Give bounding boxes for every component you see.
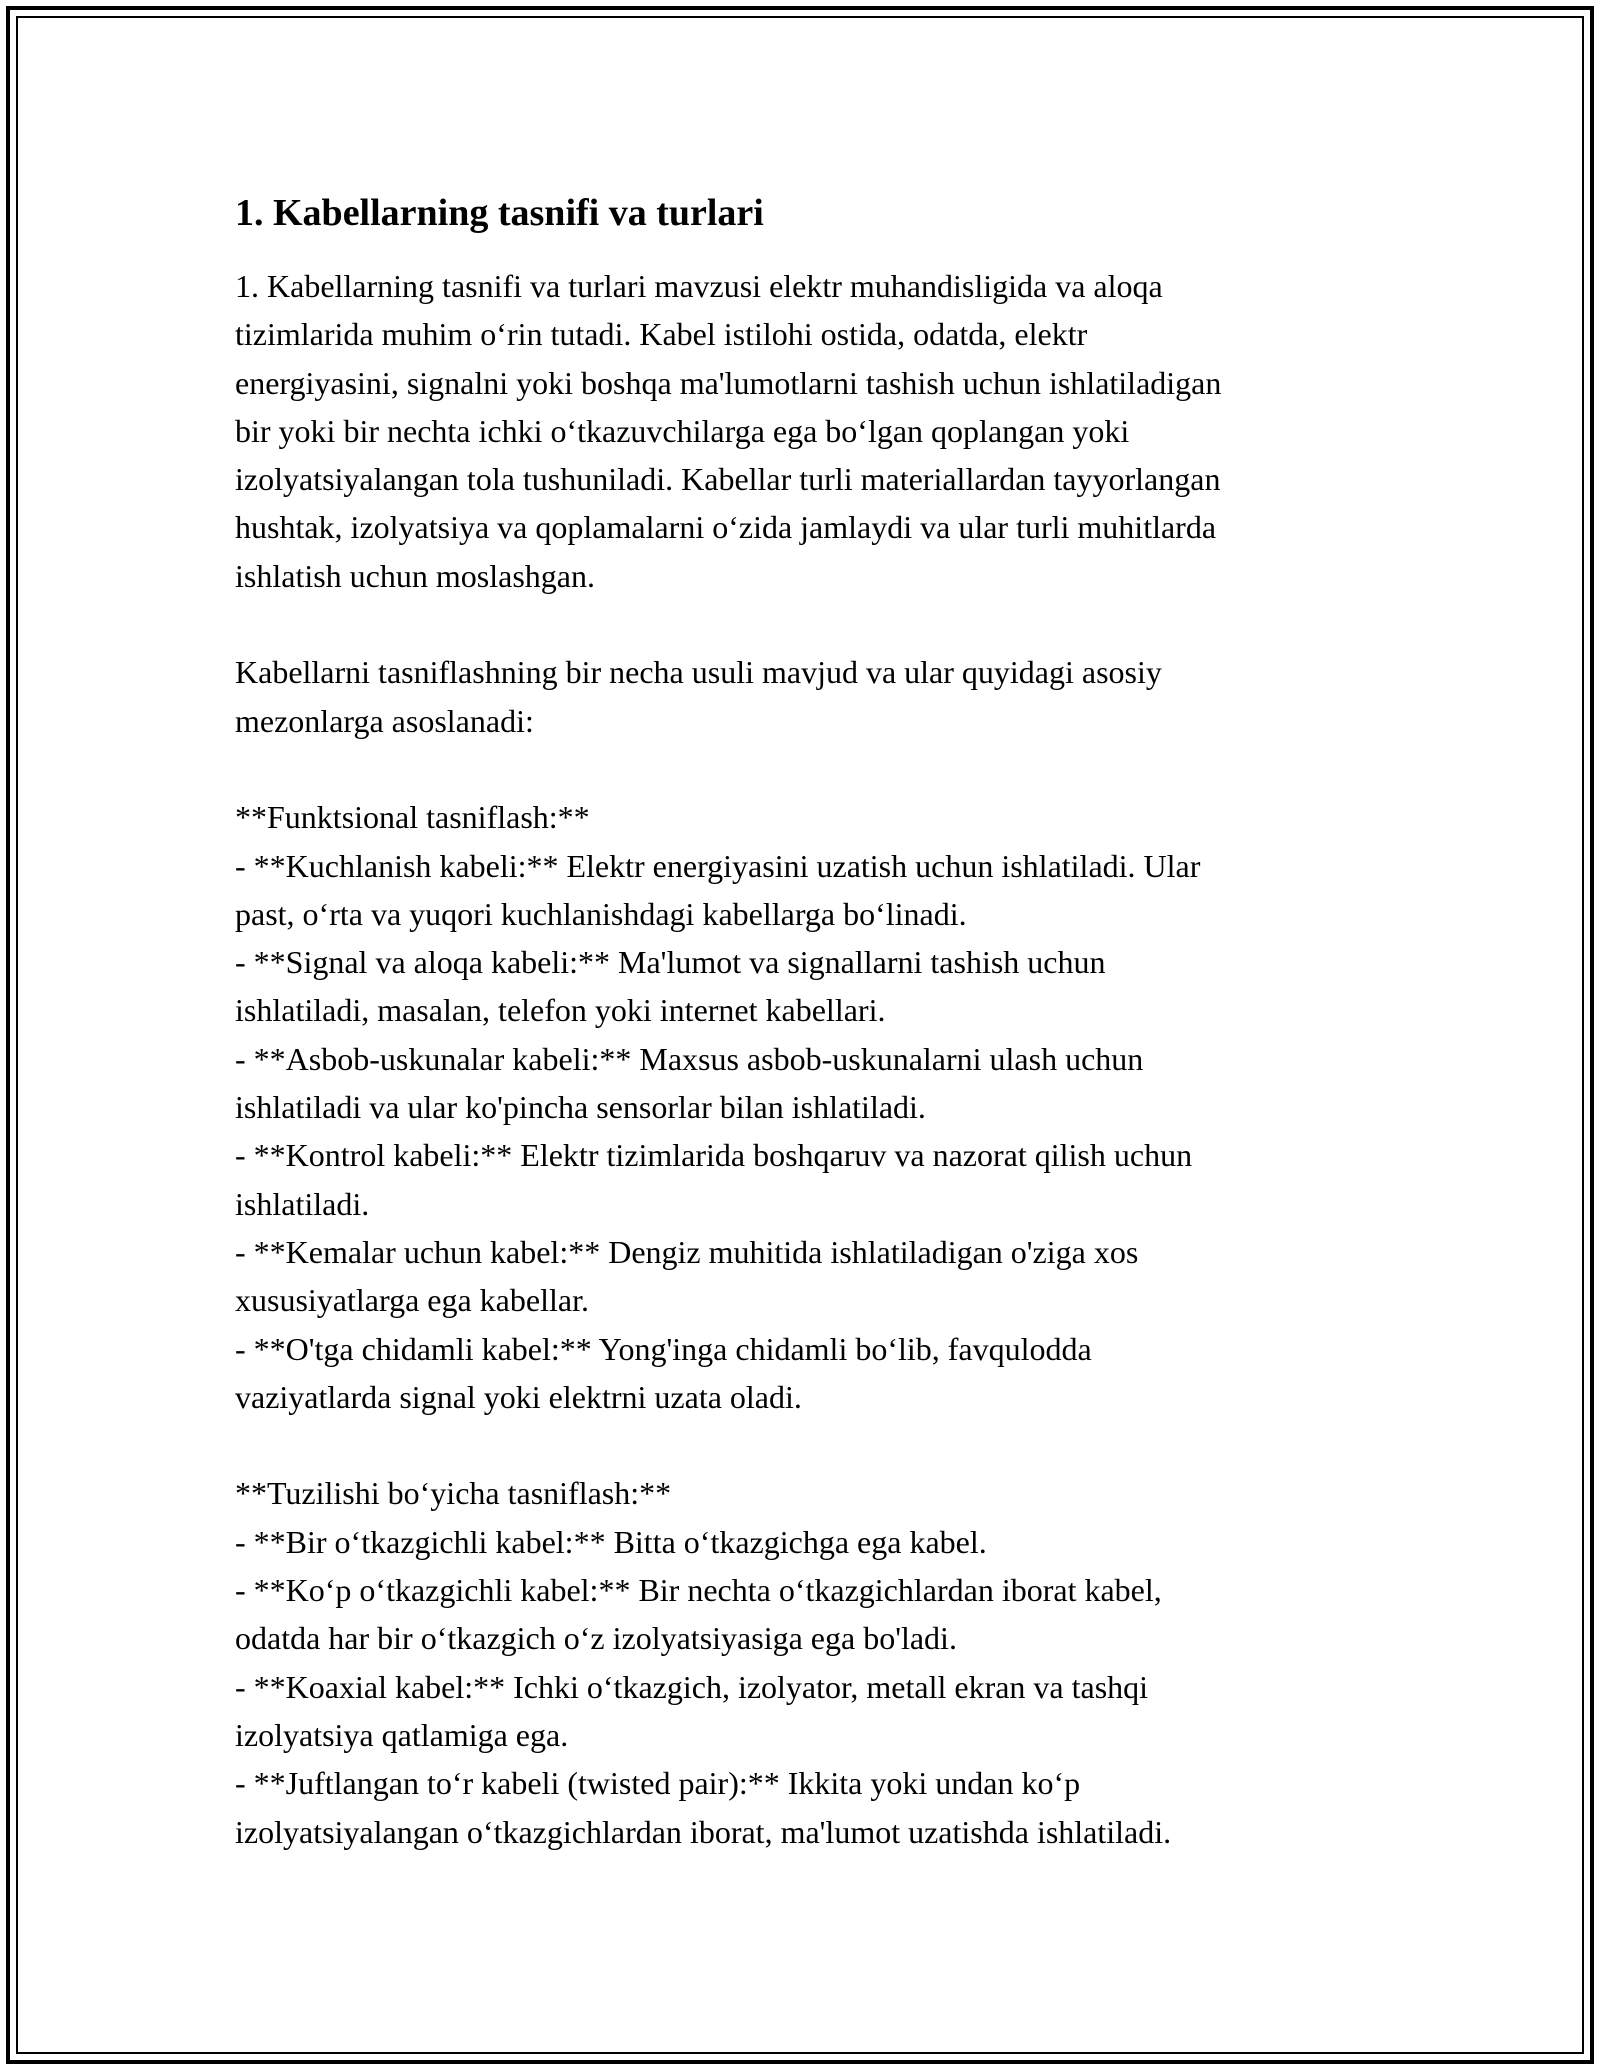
list-item-line: vaziyatlarda signal yoki elektrni uzata oladi.: [235, 1378, 802, 1415]
list-item-line: - **Kontrol kabeli:** Elektr tizimlarida boshqaruv va nazorat qilish uchun: [235, 1137, 1193, 1174]
paragraph-gap: [235, 600, 1375, 648]
text-line: tizimlarida muhim o‘rin tutadi. Kabel istilohi ostida, odatda, elektr: [235, 316, 1088, 353]
structural-classification-list: [235, 1469, 1375, 1855]
list-item-line: ishlatiladi va ular ko'pincha sensorlar bilan ishlatiladi.: [235, 1089, 926, 1126]
paragraph-gap: [235, 745, 1375, 793]
document-page: [235, 190, 1375, 1856]
text-line: Kabellarni tasniflashning bir necha usuli mavjud va ular quyidagi asosiy: [235, 654, 1162, 691]
list-item-line: - **Kemalar uchun kabel:** Dengiz muhitida ishlatiladigan o'ziga xos: [235, 1233, 1139, 1270]
text-line: mezonlarga asoslanadi:: [235, 702, 534, 739]
list-item-line: odatda har bir o‘tkazgich o‘z izolyatsiyasiga ega bo'ladi.: [235, 1620, 957, 1657]
text-line: bir yoki bir nechta ichki o‘tkazuvchilarga ega bo‘lgan qoplangan yoki: [235, 412, 1130, 449]
list-item-line: izolyatsiyalangan o‘tkazgichlardan iborat, ma'lumot uzatishda ishlatiladi.: [235, 1813, 1172, 1850]
list-item-line: - **Signal va aloqa kabeli:** Ma'lumot va signallarni tashish uchun: [235, 944, 1106, 981]
list-heading: **Funktsional tasniflash:**: [235, 799, 590, 836]
list-item-line: - **Bir o‘tkazgichli kabel:** Bitta o‘tkazgichga ega kabel.: [235, 1523, 987, 1560]
list-item-line: ishlatiladi, masalan, telefon yoki internet kabellari.: [235, 992, 886, 1029]
list-item-line: - **Ko‘p o‘tkazgichli kabel:** Bir nechta o‘tkazgichlardan iborat kabel,: [235, 1572, 1162, 1609]
list-item-line: xususiyatlarga ega kabellar.: [235, 1282, 589, 1319]
list-item-line: izolyatsiya qatlamiga ega.: [235, 1716, 569, 1753]
text-line: ishlatish uchun moslashgan.: [235, 557, 595, 594]
list-item-line: - **Koaxial kabel:** Ichki o‘tkazgich, izolyator, metall ekran va tashqi: [235, 1668, 1149, 1705]
functional-classification-list: [235, 793, 1375, 1421]
list-item-line: - **O'tga chidamli kabel:** Yong'inga chidamli bo‘lib, favqulodda: [235, 1330, 1092, 1367]
list-item-line: - **Asbob-uskunalar kabeli:** Maxsus asbob-uskunalarni ulash uchun: [235, 1040, 1144, 1077]
text-line: energiyasini, signalni yoki boshqa ma'lumotlarni tashish uchun ishlatiladigan: [235, 364, 1222, 401]
list-item-line: - **Kuchlanish kabeli:** Elektr energiyasini uzatish uchun ishlatiladi. Ular: [235, 847, 1201, 884]
text-line: izolyatsiyalangan tola tushuniladi. Kabellar turli materiallardan tayyorlangan: [235, 461, 1221, 498]
document-body: [235, 262, 1375, 1856]
intro-paragraph: [235, 262, 1375, 600]
list-item-line: ishlatiladi.: [235, 1185, 370, 1222]
paragraph-gap: [235, 1421, 1375, 1469]
text-line: hushtak, izolyatsiya va qoplamalarni o‘zida jamlaydi va ular turli muhitlarda: [235, 509, 1217, 546]
list-item-line: - **Juftlangan to‘r kabeli (twisted pair):** Ikkita yoki undan ko‘p: [235, 1765, 1081, 1802]
section-heading: 1. Kabellarning tasnifi va turlari: [235, 192, 764, 234]
criteria-paragraph: [235, 648, 1375, 745]
text-line: 1. Kabellarning tasnifi va turlari mavzusi elektr muhandisligida va aloqa: [235, 268, 1163, 304]
list-item-line: past, o‘rta va yuqori kuchlanishdagi kabellarga bo‘linadi.: [235, 895, 967, 932]
list-heading: **Tuzilishi bo‘yicha tasniflash:**: [235, 1475, 672, 1512]
